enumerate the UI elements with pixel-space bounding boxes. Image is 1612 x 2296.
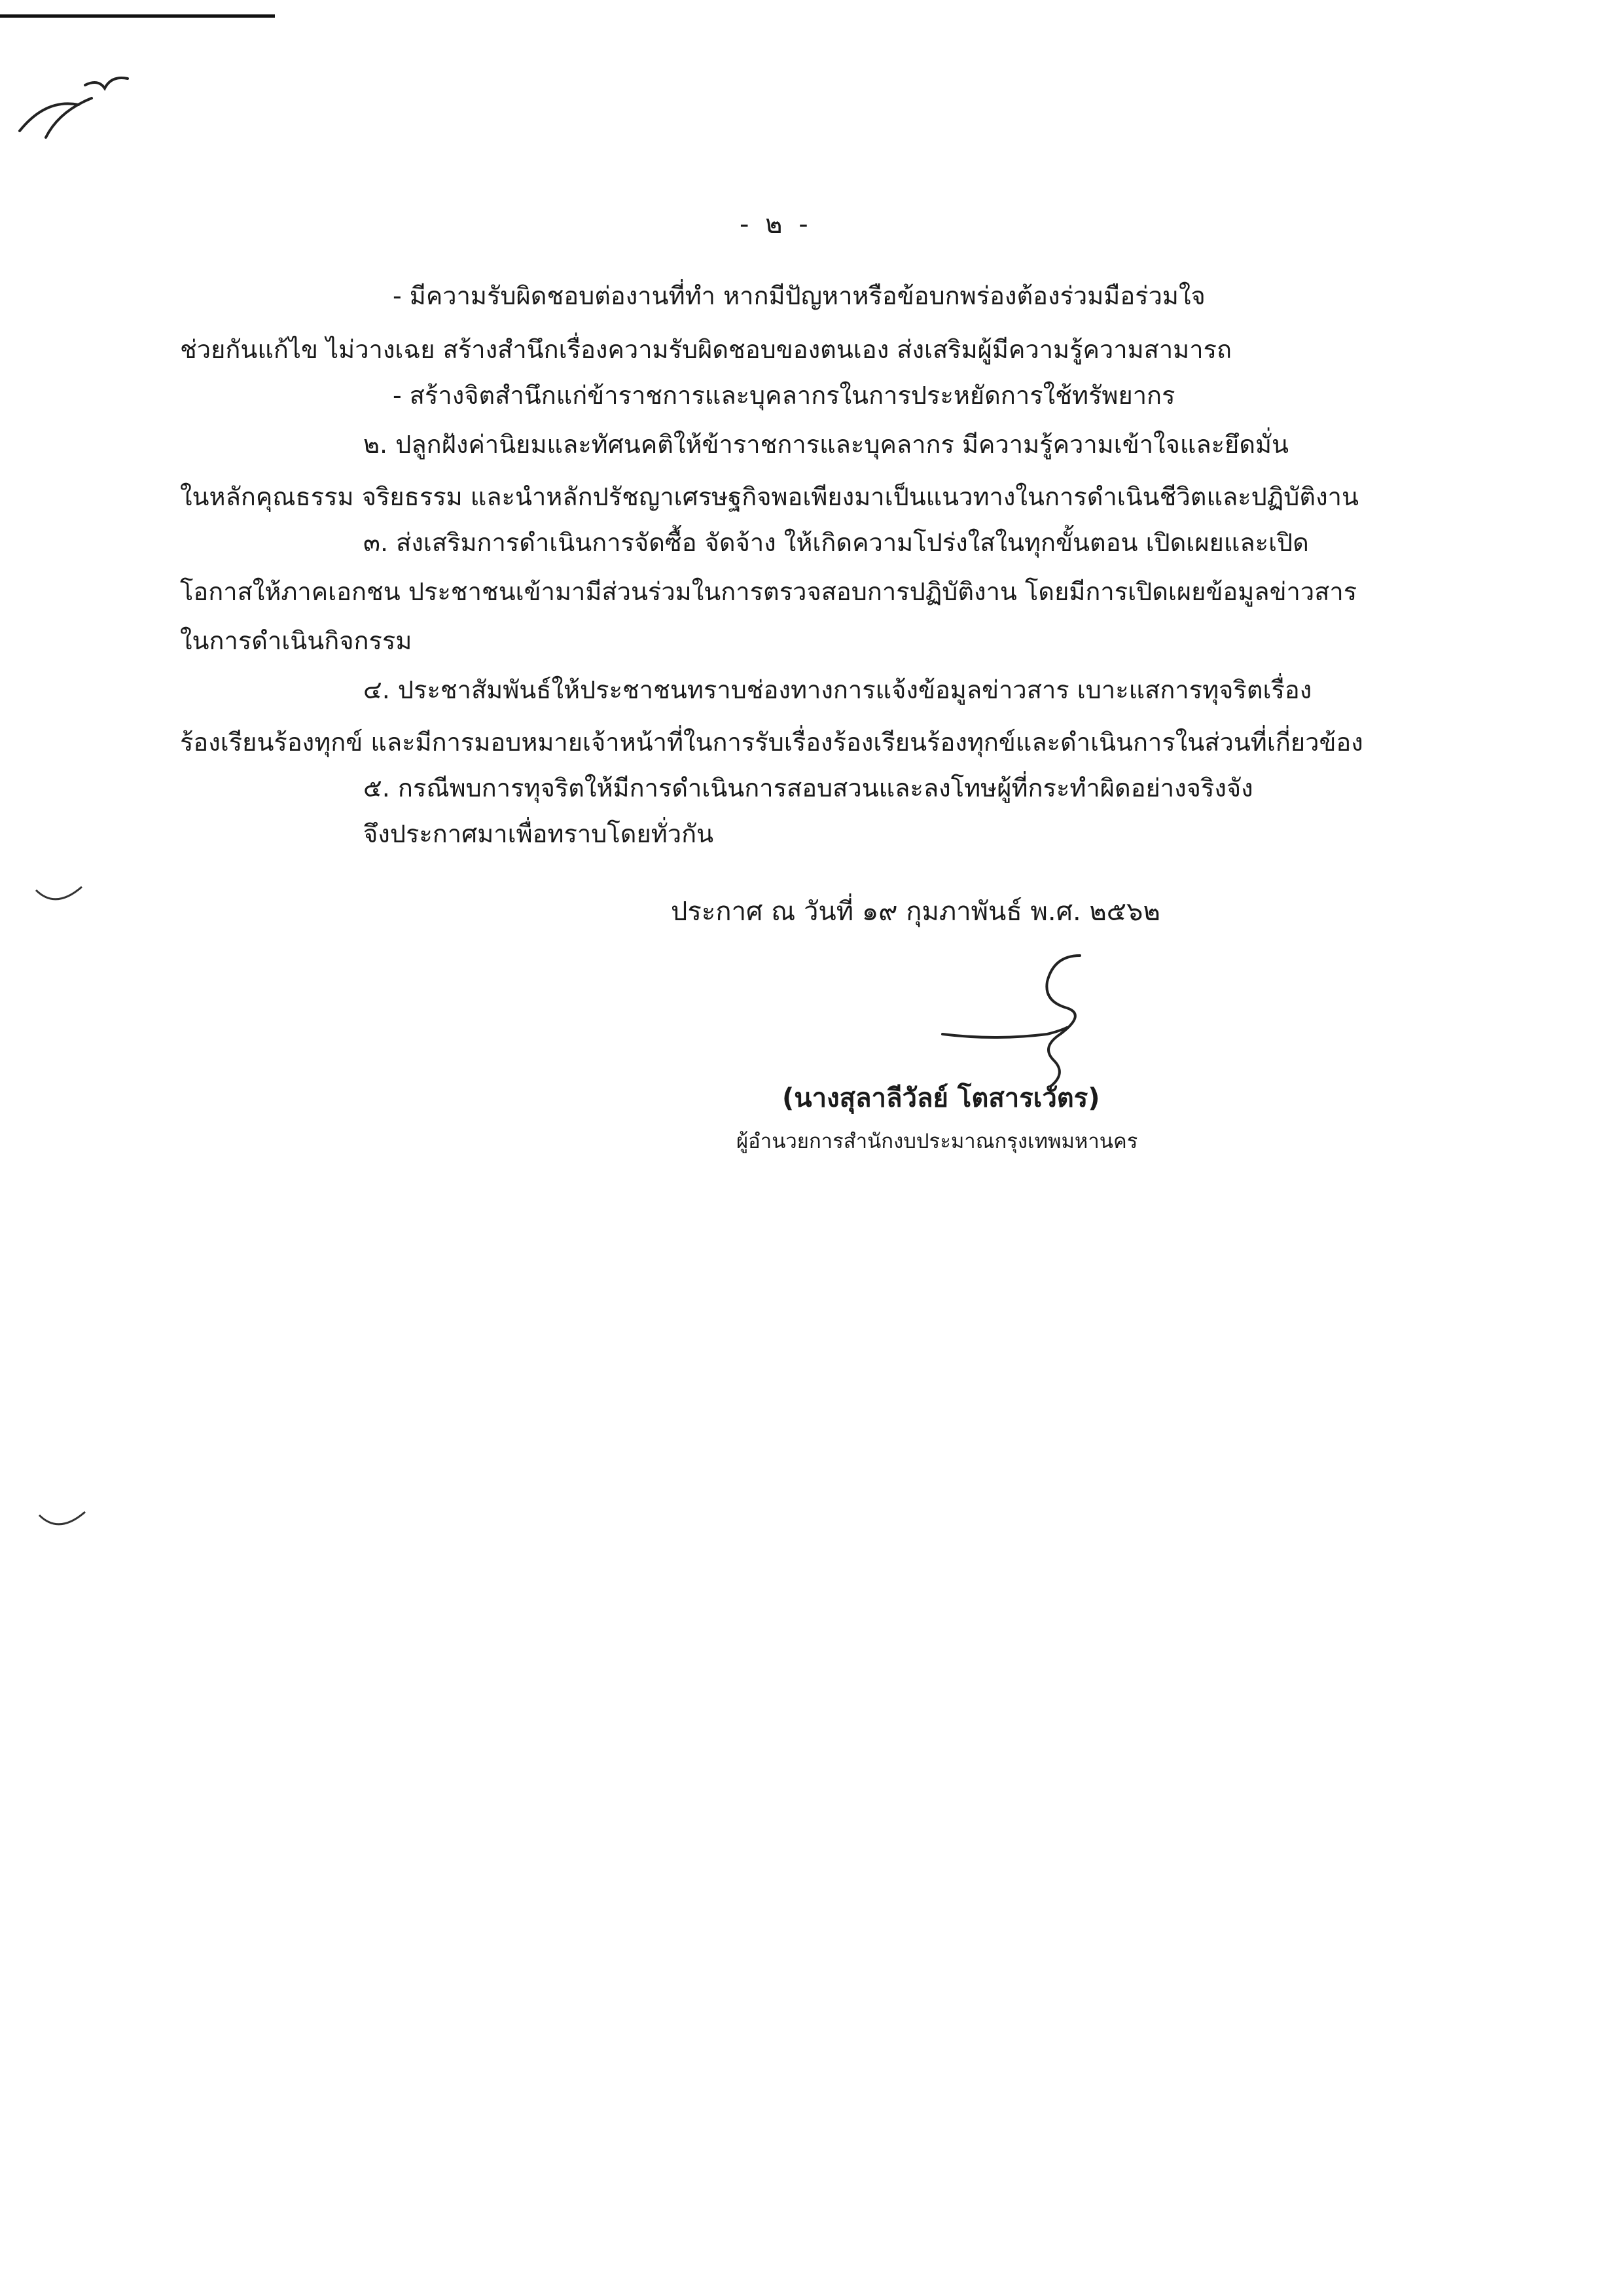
- body-line: ช่วยกันแก้ไข ไม่วางเฉย สร้างสำนึกเรื่องความรับผิดชอบของตนเอง ส่งเสริมผู้มีความรู้ความสามารถ: [180, 335, 1232, 364]
- body-line: - มีความรับผิดชอบต่องานที่ทำ หากมีปัญหาหรือข้อบกพร่องต้องร่วมมือร่วมใจ: [393, 281, 1206, 310]
- signatory-position: ผู้อำนวยการสำนักงบประมาณกรุงเทพมหานคร: [736, 1130, 1138, 1153]
- page-number: - ๒ -: [740, 209, 812, 240]
- body-line: ๔. ประชาสัมพันธ์ให้ประชาชนทราบช่องทางการแจ้งข้อมูลข่าวสาร เบาะแสการทุจริตเรื่อง: [363, 675, 1312, 704]
- body-line: ร้องเรียนร้องทุกข์ และมีการมอบหมายเจ้าหน้าที่ในการรับเรื่องร้องเรียนร้องทุกข์และดำเนินการในส่วนที่เกี่ยวข้อง: [180, 728, 1363, 757]
- body-line: ๕. กรณีพบการทุจริตให้มีการดำเนินการสอบสวนและลงโทษผู้ที่กระทำผิดอย่างจริงจัง: [363, 774, 1253, 802]
- top-rule: [0, 14, 275, 18]
- signatory-name: (นางสุลาลีวัลย์ โตสารเวัตร): [782, 1083, 1100, 1113]
- body-line: ในหลักคุณธรรม จริยธรรม และนำหลักปรัชญาเศรษฐกิจพอเพียงมาเป็นแนวทางในการดำเนินชีวิตและปฏิบัติงาน: [180, 482, 1359, 511]
- body-line: ในการดำเนินกิจกรรม: [180, 626, 412, 655]
- body-line: ๒. ปลูกฝังค่านิยมและทัศนคติให้ข้าราชการและบุคลากร มีความรู้ความเข้าใจและยึดมั่น: [363, 430, 1289, 459]
- handwritten-initials: [7, 59, 137, 144]
- body-line: จึงประกาศมาเพื่อทราบโดยทั่วกัน: [363, 819, 714, 848]
- handwritten-signature: [916, 942, 1113, 1093]
- punch-hole-mark: [33, 884, 85, 910]
- announcement-date: ประกาศ ณ วันที่ ๑๙ กุมภาพันธ์ พ.ศ. ๒๕๖๒: [671, 897, 1160, 927]
- body-line: โอกาสให้ภาคเอกชน ประชาชนเข้ามามีส่วนร่วมในการตรวจสอบการปฏิบัติงาน โดยมีการเปิดเผยข้อมูลข่าวสาร: [180, 577, 1357, 606]
- body-line: - สร้างจิตสำนึกแก่ข้าราชการและบุคลากรในการประหยัดการใช้ทรัพยากร: [393, 381, 1175, 410]
- punch-hole-mark: [36, 1509, 88, 1535]
- body-line: ๓. ส่งเสริมการดำเนินการจัดซื้อ จัดจ้าง ให้เกิดความโปร่งใสในทุกขั้นตอน เปิดเผยและเปิด: [363, 528, 1309, 557]
